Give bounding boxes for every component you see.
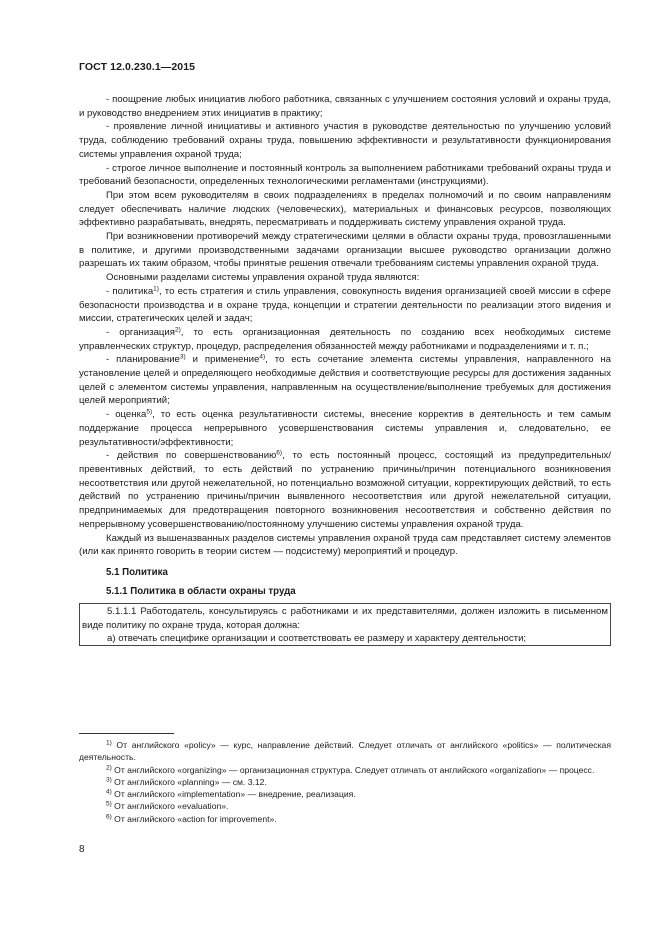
- footnote-mark: 1): [106, 739, 112, 747]
- paragraph-planning: [79, 353, 611, 408]
- footnote-divider: [79, 733, 174, 734]
- footnote-text: От английского «action for improvement».: [111, 813, 277, 824]
- requirement-text: 5.1.1.1 Работодатель, консультируясь с работниками и их представителями, должен изложить в письменном виде политику по охране труда, которая должна:: [82, 606, 608, 631]
- footnote: [79, 800, 611, 812]
- footnote: [79, 788, 611, 800]
- footnote-text: От английского «policy» — курс, направление действий. Следует отличать от английского «politics» — политическая деятельность.: [79, 740, 611, 763]
- term-definition: , то есть сочетание элемента системы управления, направленного на установление целей и определяющего необходимые действия и соответствующие ресурсы для достижения заданных целей с элементом системы управления, направленным на осуществление/выполнение требуемых для достижения целей мероприятий;: [79, 354, 612, 407]
- footnote-mark: 2): [106, 764, 112, 772]
- term-definition: , то есть оценка результативности системы, внесение корректив в деятельность и тем самым поддержание процесса непрерывного усовершенствования системы управления и, следовательно, ее результативности/эффективности;: [79, 409, 611, 448]
- footnote-text: От английского «implementation» — внедрение, реализация.: [111, 789, 356, 800]
- footnote-ref: 4): [259, 353, 266, 361]
- requirement-item: а) отвечать специфике организации и соответствовать ее размеру и характеру деятельности;: [107, 633, 527, 645]
- paragraph-organization: [79, 326, 611, 353]
- term-text: - действия по совершенствованию: [106, 450, 277, 462]
- requirement-box: [79, 603, 611, 646]
- footnote: [79, 776, 611, 788]
- footnote-text: От английского «planning» — см. 3.12.: [111, 776, 267, 787]
- footnote-ref: 3): [179, 353, 186, 361]
- paragraph-evaluation: [79, 408, 611, 449]
- footnote-mark: 6): [106, 813, 112, 821]
- page-number: 8: [79, 844, 85, 855]
- term-definition: , то есть постоянный процесс, состоящий из предупредительных/превентивных действий, то есть действий по устранению причины/причин потенциального возникновения несоответствия или другой нежелательной, но потенциально возможной ситуации, корректирующих действий, то есть действий по устранению причины/причин выявленного несоответствия или другой нежелательной ситуации, предпринимаемых для предотвращения повторного возникновения несоответствия и собственно действия по непрерывному усовершенствованию/постоянному улучшению системы управления охраной труда.: [79, 450, 611, 530]
- term-text: - планирование: [106, 354, 180, 366]
- term-definition: , то есть стратегия и стиль управления, совокупность видения организацией своей миссии в сфере безопасности производства и в охране труда, концепции и стратегии деятельности по реализации этого видения и миссии, стратегических целей и задач;: [79, 285, 611, 325]
- footnote-ref: 6): [276, 449, 283, 457]
- subsection-heading: 5.1.1 Политика в области охраны труда: [106, 585, 296, 597]
- footnote-text: От английского «evaluation».: [111, 801, 229, 812]
- paragraph-policy: [79, 285, 611, 326]
- footnote-ref: 5): [146, 408, 153, 416]
- term-definition: , то есть организационная деятельность по созданию всех необходимых системе управленческих структур, процедур, распределения обязанностей между работниками и подразделениями и т. п.;: [79, 326, 611, 352]
- paragraph: - строгое личное выполнение и постоянный контроль за выполнением работниками требований охраны труда и требований безопасности, определенных технологическими регламентами (инструкциями).: [79, 162, 611, 188]
- term-text: и применение: [185, 354, 260, 366]
- paragraph-improvement: [79, 449, 611, 531]
- paragraph: Каждый из вышеназванных разделов системы управления охраной труда сам представляет систему элементов (или как принято говорить в теории систем — подсистему) мероприятий и процедур.: [79, 532, 611, 558]
- footnote-ref: 2): [175, 326, 181, 334]
- footnote-mark: 5): [106, 800, 112, 808]
- term-text: - политика: [106, 285, 154, 297]
- footnote-text: От английского «organizing» — организационная структура. Следует отличать от английского «organization» — процесс.: [111, 764, 595, 775]
- term-text: - оценка: [106, 409, 147, 421]
- paragraph: - поощрение любых инициатив любого работника, связанных с улучшением состояния условий и охраны труда, и руководство внедрением этих инициатив в практику;: [79, 94, 611, 119]
- paragraph: - проявление личной инициативы и активного участия в руководстве деятельностью по улучшению условий труда, соблюдению требований охраны труда, повышению эффективности и результативности функционирования системы управления охраной труда;: [79, 121, 611, 160]
- paragraph: При этом всем руководителям в своих подразделениях в пределах полномочий и по своим направлениям следует обеспечивать наличие людских (человеческих), материальных и финансовых ресурсов, позволяющих эффективно разрабатывать, внедрять, пересматривать и поддерживать систему управления охраной труда.: [79, 189, 611, 229]
- term-text: - организация: [106, 326, 175, 338]
- main-text: [79, 93, 611, 646]
- document-header: ГОСТ 12.0.230.1—2015: [79, 61, 196, 73]
- footnote-mark: 3): [106, 776, 112, 784]
- section-heading: 5.1 Политика: [106, 566, 168, 578]
- footnote: [79, 764, 611, 776]
- footnote-ref: 1): [153, 285, 159, 293]
- footnote-mark: 4): [106, 788, 112, 796]
- footnotes: [79, 739, 611, 825]
- paragraph: Основными разделами системы управления охраной труда являются:: [106, 272, 420, 284]
- footnote: [79, 813, 611, 825]
- paragraph: При возникновении противоречий между стратегическими целями в области охраны труда, провозглашенными в политике, и другими производственными задачами организации высшее руководство организации должно разрешать их таким образом, чтобы принятые решения отвечали требованиям системы управления охраной труда.: [79, 231, 611, 270]
- footnote: [79, 739, 611, 764]
